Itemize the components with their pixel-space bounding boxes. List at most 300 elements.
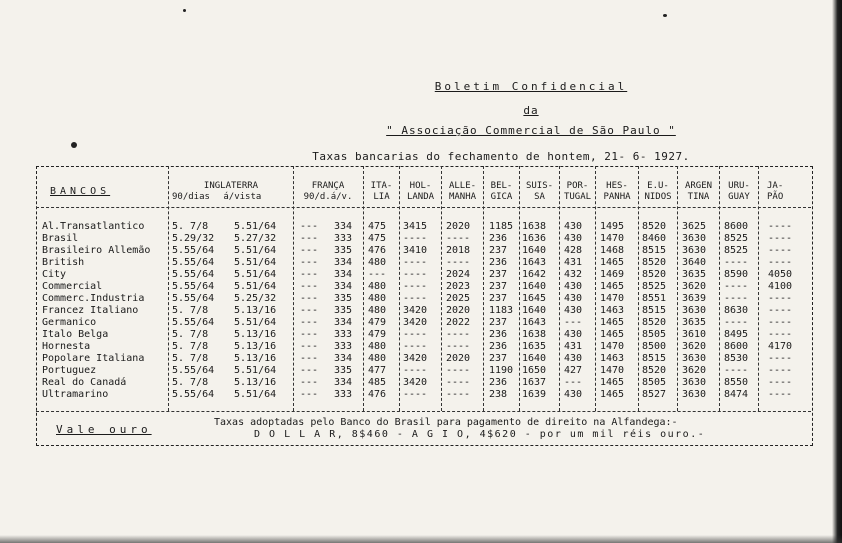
rate-cell: 5.13/16 bbox=[234, 329, 277, 340]
rate-cell: 334 bbox=[334, 257, 353, 268]
rate-cell: 480 bbox=[368, 293, 387, 304]
rate-cell: 430 bbox=[564, 329, 583, 340]
header-label-2: LIA bbox=[373, 192, 390, 202]
column-header-argentina bbox=[678, 181, 719, 203]
rate-cell: ---- bbox=[768, 293, 793, 304]
rate-cell: 8520 bbox=[642, 317, 667, 328]
rate-cell: ---- bbox=[403, 293, 428, 304]
rate-cell: --- bbox=[300, 365, 319, 376]
rate-cell: 5.51/64 bbox=[234, 221, 277, 232]
bank-name-cell: Germanico bbox=[42, 317, 97, 328]
rate-cell: 428 bbox=[564, 245, 583, 256]
rate-cell: --- bbox=[368, 269, 387, 280]
rate-cell: ---- bbox=[403, 365, 428, 376]
rate-cell: 3620 bbox=[682, 365, 707, 376]
rate-cell: ---- bbox=[403, 269, 428, 280]
rate-cell: 1638 bbox=[522, 221, 547, 232]
table-row bbox=[0, 257, 842, 269]
rate-cell: ---- bbox=[768, 353, 793, 364]
rate-cell: 333 bbox=[334, 329, 353, 340]
rate-cell: 3635 bbox=[682, 317, 707, 328]
rate-cell: 335 bbox=[334, 245, 353, 256]
rate-cell: --- bbox=[564, 377, 583, 388]
rate-cell: 1640 bbox=[522, 305, 547, 316]
rate-cell: 237 bbox=[489, 245, 508, 256]
bank-name-cell: Commerc.Industria bbox=[42, 293, 145, 304]
rate-cell: 1465 bbox=[600, 281, 625, 292]
rate-cell: 1465 bbox=[600, 329, 625, 340]
rate-cell: 5.51/64 bbox=[234, 269, 277, 280]
rate-cell: 237 bbox=[489, 281, 508, 292]
bank-name-cell: Al.Transatlantico bbox=[42, 221, 145, 232]
rate-cell: 430 bbox=[564, 233, 583, 244]
table-row bbox=[0, 353, 842, 365]
rate-cell: 3420 bbox=[403, 305, 428, 316]
header-label: ITA- bbox=[370, 181, 393, 191]
rate-cell: 334 bbox=[334, 377, 353, 388]
rate-cell: ---- bbox=[724, 293, 749, 304]
rate-cell: 8550 bbox=[724, 377, 749, 388]
header-label-2: PÃO bbox=[767, 192, 784, 202]
rate-cell: 236 bbox=[489, 329, 508, 340]
rate-cell: ---- bbox=[768, 317, 793, 328]
rate-cell: ---- bbox=[403, 389, 428, 400]
header-label: E.U- bbox=[647, 181, 669, 191]
rate-cell: 8600 bbox=[724, 221, 749, 232]
column-header-portugal bbox=[560, 181, 595, 203]
rate-cell: 475 bbox=[368, 233, 387, 244]
rate-cell: 1470 bbox=[600, 365, 625, 376]
table-footer-divider bbox=[36, 411, 811, 412]
rate-cell: --- bbox=[300, 389, 319, 400]
rate-cell: 5. 7/8 bbox=[172, 377, 209, 388]
table-row bbox=[0, 389, 842, 401]
rate-cell: --- bbox=[300, 233, 319, 244]
rate-cell: 334 bbox=[334, 317, 353, 328]
column-header-allemanha bbox=[442, 181, 483, 203]
rate-cell: 5.51/64 bbox=[234, 389, 277, 400]
rate-cell: 5. 7/8 bbox=[172, 221, 209, 232]
rate-cell: 3630 bbox=[682, 377, 707, 388]
header-label: JA- bbox=[767, 181, 784, 191]
header-label-2: TINA bbox=[687, 192, 710, 202]
rate-cell: 5.55/64 bbox=[172, 389, 215, 400]
rate-cell: 8520 bbox=[642, 257, 667, 268]
rate-cell: --- bbox=[300, 377, 319, 388]
rate-cell: 8525 bbox=[724, 233, 749, 244]
header-sub: 90/d.á/v. bbox=[303, 192, 353, 202]
rate-cell: 238 bbox=[489, 389, 508, 400]
rate-cell: 236 bbox=[489, 233, 508, 244]
rate-cell: 8527 bbox=[642, 389, 667, 400]
rate-cell: 1468 bbox=[600, 245, 625, 256]
rate-cell: 1645 bbox=[522, 293, 547, 304]
rate-cell: 2023 bbox=[446, 281, 471, 292]
rate-cell: 8515 bbox=[642, 245, 667, 256]
header-label: BEL- bbox=[490, 181, 513, 191]
rate-cell: --- bbox=[300, 269, 319, 280]
rate-cell: ---- bbox=[724, 281, 749, 292]
header-label: ARGEN bbox=[684, 181, 713, 191]
rate-cell: 237 bbox=[489, 269, 508, 280]
table-row bbox=[0, 365, 842, 377]
rate-cell: --- bbox=[300, 221, 319, 232]
column-header-franca bbox=[295, 181, 361, 203]
rate-cell: 5.13/16 bbox=[234, 305, 277, 316]
ink-speck bbox=[663, 14, 667, 17]
rate-cell: 334 bbox=[334, 269, 353, 280]
header-label-2: TUGAL bbox=[563, 192, 592, 202]
column-header-hespanha bbox=[596, 181, 638, 203]
rate-cell: 8500 bbox=[642, 341, 667, 352]
rate-cell: ---- bbox=[403, 341, 428, 352]
rate-cell: 432 bbox=[564, 269, 583, 280]
rate-cell: 3630 bbox=[682, 389, 707, 400]
rate-cell: 1470 bbox=[600, 233, 625, 244]
header-label: HOL- bbox=[409, 181, 432, 191]
rate-cell: ---- bbox=[403, 329, 428, 340]
header-label: URU- bbox=[728, 181, 750, 191]
rate-cell: ---- bbox=[768, 329, 793, 340]
rate-cell: 334 bbox=[334, 353, 353, 364]
rate-cell: ---- bbox=[768, 221, 793, 232]
column-header-uruguay bbox=[720, 181, 758, 203]
rate-cell: 485 bbox=[368, 377, 387, 388]
rate-cell: ---- bbox=[724, 365, 749, 376]
rate-cell: 1469 bbox=[600, 269, 625, 280]
rate-cell: 4100 bbox=[768, 281, 793, 292]
table-row bbox=[0, 221, 842, 233]
rate-cell: 3410 bbox=[403, 245, 428, 256]
rate-cell: 237 bbox=[489, 317, 508, 328]
bank-name-cell: City bbox=[42, 269, 67, 280]
rate-cell: 5.25/32 bbox=[234, 293, 277, 304]
rate-cell: ---- bbox=[446, 329, 471, 340]
rate-cell: 8515 bbox=[642, 305, 667, 316]
rate-cell: 8474 bbox=[724, 389, 749, 400]
rate-cell: 333 bbox=[334, 341, 353, 352]
rate-cell: 3630 bbox=[682, 233, 707, 244]
header-label: ALLE- bbox=[448, 181, 477, 191]
rate-cell: 5.55/64 bbox=[172, 281, 215, 292]
rate-cell: 1642 bbox=[522, 269, 547, 280]
rate-cell: 5.55/64 bbox=[172, 365, 215, 376]
title-connector: da bbox=[523, 104, 539, 117]
rate-cell: 3635 bbox=[682, 269, 707, 280]
rate-cell: 2020 bbox=[446, 305, 471, 316]
rate-cell: --- bbox=[300, 341, 319, 352]
rate-cell: ---- bbox=[768, 365, 793, 376]
table-row bbox=[0, 281, 842, 293]
bank-name-cell: Commercial bbox=[42, 281, 103, 292]
rate-cell: 1638 bbox=[522, 329, 547, 340]
rate-cell: 5.29/32 bbox=[172, 233, 215, 244]
rate-cell: 5.13/16 bbox=[234, 353, 277, 364]
rate-cell: ---- bbox=[403, 281, 428, 292]
bank-name-cell: British bbox=[42, 257, 85, 268]
rate-cell: 5.55/64 bbox=[172, 257, 215, 268]
rate-cell: --- bbox=[300, 317, 319, 328]
rate-cell: 1470 bbox=[600, 341, 625, 352]
table-row bbox=[0, 317, 842, 329]
rate-cell: --- bbox=[300, 245, 319, 256]
rate-cell: 1465 bbox=[600, 317, 625, 328]
rate-cell: ---- bbox=[768, 377, 793, 388]
rate-cell: 1495 bbox=[600, 221, 625, 232]
header-label: SUIS- bbox=[525, 181, 554, 191]
rate-cell: 1465 bbox=[600, 257, 625, 268]
header-label: HES- bbox=[606, 181, 628, 191]
rate-cell: 477 bbox=[368, 365, 387, 376]
bank-name-cell: Portuguez bbox=[42, 365, 97, 376]
rate-cell: 480 bbox=[368, 305, 387, 316]
rate-cell: 1650 bbox=[522, 365, 547, 376]
rate-cell: 1639 bbox=[522, 389, 547, 400]
rate-cell: 1636 bbox=[522, 233, 547, 244]
rate-cell: 430 bbox=[564, 305, 583, 316]
rate-cell: 1470 bbox=[600, 293, 625, 304]
rate-cell: 8520 bbox=[642, 221, 667, 232]
rate-cell: 430 bbox=[564, 389, 583, 400]
rate-cell: 3420 bbox=[403, 317, 428, 328]
rate-cell: ---- bbox=[446, 341, 471, 352]
rate-cell: 3625 bbox=[682, 221, 707, 232]
rate-cell: 5.55/64 bbox=[172, 317, 215, 328]
rate-cell: 430 bbox=[564, 221, 583, 232]
rate-cell: 8515 bbox=[642, 353, 667, 364]
column-header-belgica bbox=[484, 181, 519, 203]
rate-cell: 5. 7/8 bbox=[172, 329, 209, 340]
rate-cell: 5.55/64 bbox=[172, 293, 215, 304]
page-bottom-shadow bbox=[0, 535, 842, 543]
rate-cell: ---- bbox=[446, 377, 471, 388]
rate-cell: 3630 bbox=[682, 353, 707, 364]
rate-cell: 1463 bbox=[600, 305, 625, 316]
rate-cell: 236 bbox=[489, 341, 508, 352]
column-header-japao bbox=[759, 181, 799, 203]
rate-cell: 5.27/32 bbox=[234, 233, 277, 244]
rate-cell: 8525 bbox=[724, 245, 749, 256]
rate-cell: 2020 bbox=[446, 353, 471, 364]
document-title: Boletim Confidencial bbox=[434, 80, 628, 93]
rate-cell: 3610 bbox=[682, 329, 707, 340]
gold-value-label: Vale ouro bbox=[56, 423, 152, 436]
rate-cell: 8505 bbox=[642, 377, 667, 388]
rate-cell: 480 bbox=[368, 257, 387, 268]
rate-cell: 3620 bbox=[682, 281, 707, 292]
rate-cell: ---- bbox=[724, 257, 749, 268]
bank-name-cell: Italo Belga bbox=[42, 329, 109, 340]
rate-cell: --- bbox=[300, 305, 319, 316]
header-label-2: LANDA bbox=[406, 192, 435, 202]
rate-cell: 2025 bbox=[446, 293, 471, 304]
rate-cell: 8520 bbox=[642, 269, 667, 280]
rate-cell: 334 bbox=[334, 281, 353, 292]
rate-cell: 5.51/64 bbox=[234, 245, 277, 256]
rate-cell: ---- bbox=[403, 233, 428, 244]
rate-cell: 3415 bbox=[403, 221, 428, 232]
table-row bbox=[0, 341, 842, 353]
rate-cell: 476 bbox=[368, 245, 387, 256]
rate-cell: 335 bbox=[334, 365, 353, 376]
rate-cell: ---- bbox=[768, 257, 793, 268]
rate-cell: 431 bbox=[564, 257, 583, 268]
rate-cell: 2024 bbox=[446, 269, 471, 280]
rate-cell: 8590 bbox=[724, 269, 749, 280]
rate-cell: 5.13/16 bbox=[234, 377, 277, 388]
header-label: POR- bbox=[566, 181, 589, 191]
rate-cell: 8551 bbox=[642, 293, 667, 304]
table-row bbox=[0, 269, 842, 281]
rate-cell: 3630 bbox=[682, 245, 707, 256]
rate-cell: ---- bbox=[724, 317, 749, 328]
header-label-2: MANHA bbox=[448, 192, 477, 202]
bank-name-cell: Brasil bbox=[42, 233, 79, 244]
rate-cell: 334 bbox=[334, 221, 353, 232]
dollar-agio-rate: D O L L A R, 8$460 - A G I O, 4$620 - por um mil réis ouro.- bbox=[254, 429, 706, 440]
column-header-hollanda bbox=[400, 181, 441, 203]
header-label: INGLATERRA bbox=[203, 181, 259, 191]
rate-cell: 333 bbox=[334, 233, 353, 244]
header-sub-avista: á/vista bbox=[223, 192, 262, 202]
rate-cell: 2022 bbox=[446, 317, 471, 328]
rate-cell: 8530 bbox=[724, 353, 749, 364]
rate-cell: 5.51/64 bbox=[234, 257, 277, 268]
rate-cell: 430 bbox=[564, 293, 583, 304]
rate-cell: ---- bbox=[446, 365, 471, 376]
rate-cell: 5.55/64 bbox=[172, 269, 215, 280]
rate-cell: ---- bbox=[446, 233, 471, 244]
rate-cell: 8600 bbox=[724, 341, 749, 352]
rate-cell: 8495 bbox=[724, 329, 749, 340]
rate-cell: 5.51/64 bbox=[234, 317, 277, 328]
rate-cell: 8505 bbox=[642, 329, 667, 340]
rate-cell: 1640 bbox=[522, 281, 547, 292]
rate-cell: 1643 bbox=[522, 257, 547, 268]
rate-cell: 333 bbox=[334, 389, 353, 400]
rate-cell: 1465 bbox=[600, 389, 625, 400]
rate-cell: 431 bbox=[564, 341, 583, 352]
header-label-2: GICA bbox=[490, 192, 513, 202]
rate-cell: 5.13/16 bbox=[234, 341, 277, 352]
rate-cell: --- bbox=[300, 353, 319, 364]
customs-rate-note: Taxas adoptadas pelo Banco do Brasil para pagamento de direito na Alfandega:- bbox=[214, 417, 678, 428]
table-row bbox=[0, 293, 842, 305]
banks-column-header: BANCOS bbox=[50, 186, 111, 197]
rates-subtitle: Taxas bancarias do fechamento de hontem, 21- 6- 1927. bbox=[312, 150, 690, 163]
rate-cell: 335 bbox=[334, 293, 353, 304]
rate-cell: 1465 bbox=[600, 377, 625, 388]
rate-cell: --- bbox=[300, 293, 319, 304]
rate-cell: 5. 7/8 bbox=[172, 305, 209, 316]
rate-cell: ---- bbox=[446, 257, 471, 268]
rate-cell: 1463 bbox=[600, 353, 625, 364]
rate-cell: 430 bbox=[564, 353, 583, 364]
rate-cell: 4170 bbox=[768, 341, 793, 352]
rate-cell: 480 bbox=[368, 341, 387, 352]
header-label-2: GUAY bbox=[728, 192, 750, 202]
rate-cell: 480 bbox=[368, 281, 387, 292]
bank-name-cell: Hornesta bbox=[42, 341, 91, 352]
rate-cell: ---- bbox=[768, 233, 793, 244]
rate-cell: 5. 7/8 bbox=[172, 341, 209, 352]
table-row bbox=[0, 233, 842, 245]
rate-cell: 475 bbox=[368, 221, 387, 232]
rate-cell: 3639 bbox=[682, 293, 707, 304]
rate-cell: 8525 bbox=[642, 281, 667, 292]
rate-cell: ---- bbox=[403, 257, 428, 268]
rate-cell: 1637 bbox=[522, 377, 547, 388]
column-header-italia bbox=[364, 181, 399, 203]
rate-cell: --- bbox=[300, 257, 319, 268]
rate-cell: 5.51/64 bbox=[234, 281, 277, 292]
rate-cell: 5. 7/8 bbox=[172, 353, 209, 364]
rate-cell: 1640 bbox=[522, 353, 547, 364]
rate-cell: ---- bbox=[446, 389, 471, 400]
rate-cell: 3420 bbox=[403, 353, 428, 364]
bank-name-cell: Ultramarino bbox=[42, 389, 109, 400]
rate-cell: 2020 bbox=[446, 221, 471, 232]
rate-cell: ---- bbox=[768, 305, 793, 316]
header-label: FRANÇA bbox=[311, 181, 345, 191]
rate-cell: 479 bbox=[368, 317, 387, 328]
bank-name-cell: Real do Canadá bbox=[42, 377, 127, 388]
rate-cell: 3620 bbox=[682, 341, 707, 352]
rate-cell: 1185 bbox=[489, 221, 514, 232]
rate-cell: ---- bbox=[768, 389, 793, 400]
header-label-2: NIDOS bbox=[644, 192, 672, 202]
rate-cell: 335 bbox=[334, 305, 353, 316]
rate-cell: 2018 bbox=[446, 245, 471, 256]
association-name: " Associação Commercial de São Paulo " bbox=[386, 124, 676, 137]
header-sub-90dias: 90/dias bbox=[172, 192, 210, 202]
rate-cell: 237 bbox=[489, 293, 508, 304]
rate-cell: 1183 bbox=[489, 305, 514, 316]
bank-name-cell: Popolare Italiana bbox=[42, 353, 145, 364]
ink-speck bbox=[183, 9, 186, 12]
rate-cell: 430 bbox=[564, 281, 583, 292]
rate-cell: --- bbox=[300, 329, 319, 340]
rate-cell: 476 bbox=[368, 389, 387, 400]
rate-cell: 237 bbox=[489, 353, 508, 364]
rate-cell: 1635 bbox=[522, 341, 547, 352]
rate-cell: 480 bbox=[368, 353, 387, 364]
rate-cell: 479 bbox=[368, 329, 387, 340]
ink-speck bbox=[71, 142, 77, 148]
rate-cell: 427 bbox=[564, 365, 583, 376]
header-label-2: PANHA bbox=[603, 192, 631, 202]
rate-cell: 5.51/64 bbox=[234, 365, 277, 376]
rate-cell: 1643 bbox=[522, 317, 547, 328]
rate-cell: 5.55/64 bbox=[172, 245, 215, 256]
table-header-divider bbox=[36, 207, 811, 208]
rate-cell: 8630 bbox=[724, 305, 749, 316]
rate-cell: 3420 bbox=[403, 377, 428, 388]
rate-cell: 1190 bbox=[489, 365, 514, 376]
column-header-eunidos bbox=[639, 181, 677, 203]
table-row bbox=[0, 305, 842, 317]
rate-cell: 236 bbox=[489, 377, 508, 388]
rate-cell: 3640 bbox=[682, 257, 707, 268]
rate-cell: 4050 bbox=[768, 269, 793, 280]
table-row bbox=[0, 377, 842, 389]
rate-cell: ---- bbox=[768, 245, 793, 256]
rate-cell: 3630 bbox=[682, 305, 707, 316]
rate-cell: 8520 bbox=[642, 365, 667, 376]
rate-cell: 8460 bbox=[642, 233, 667, 244]
rate-cell: 1640 bbox=[522, 245, 547, 256]
header-label-2: SA bbox=[534, 192, 545, 202]
